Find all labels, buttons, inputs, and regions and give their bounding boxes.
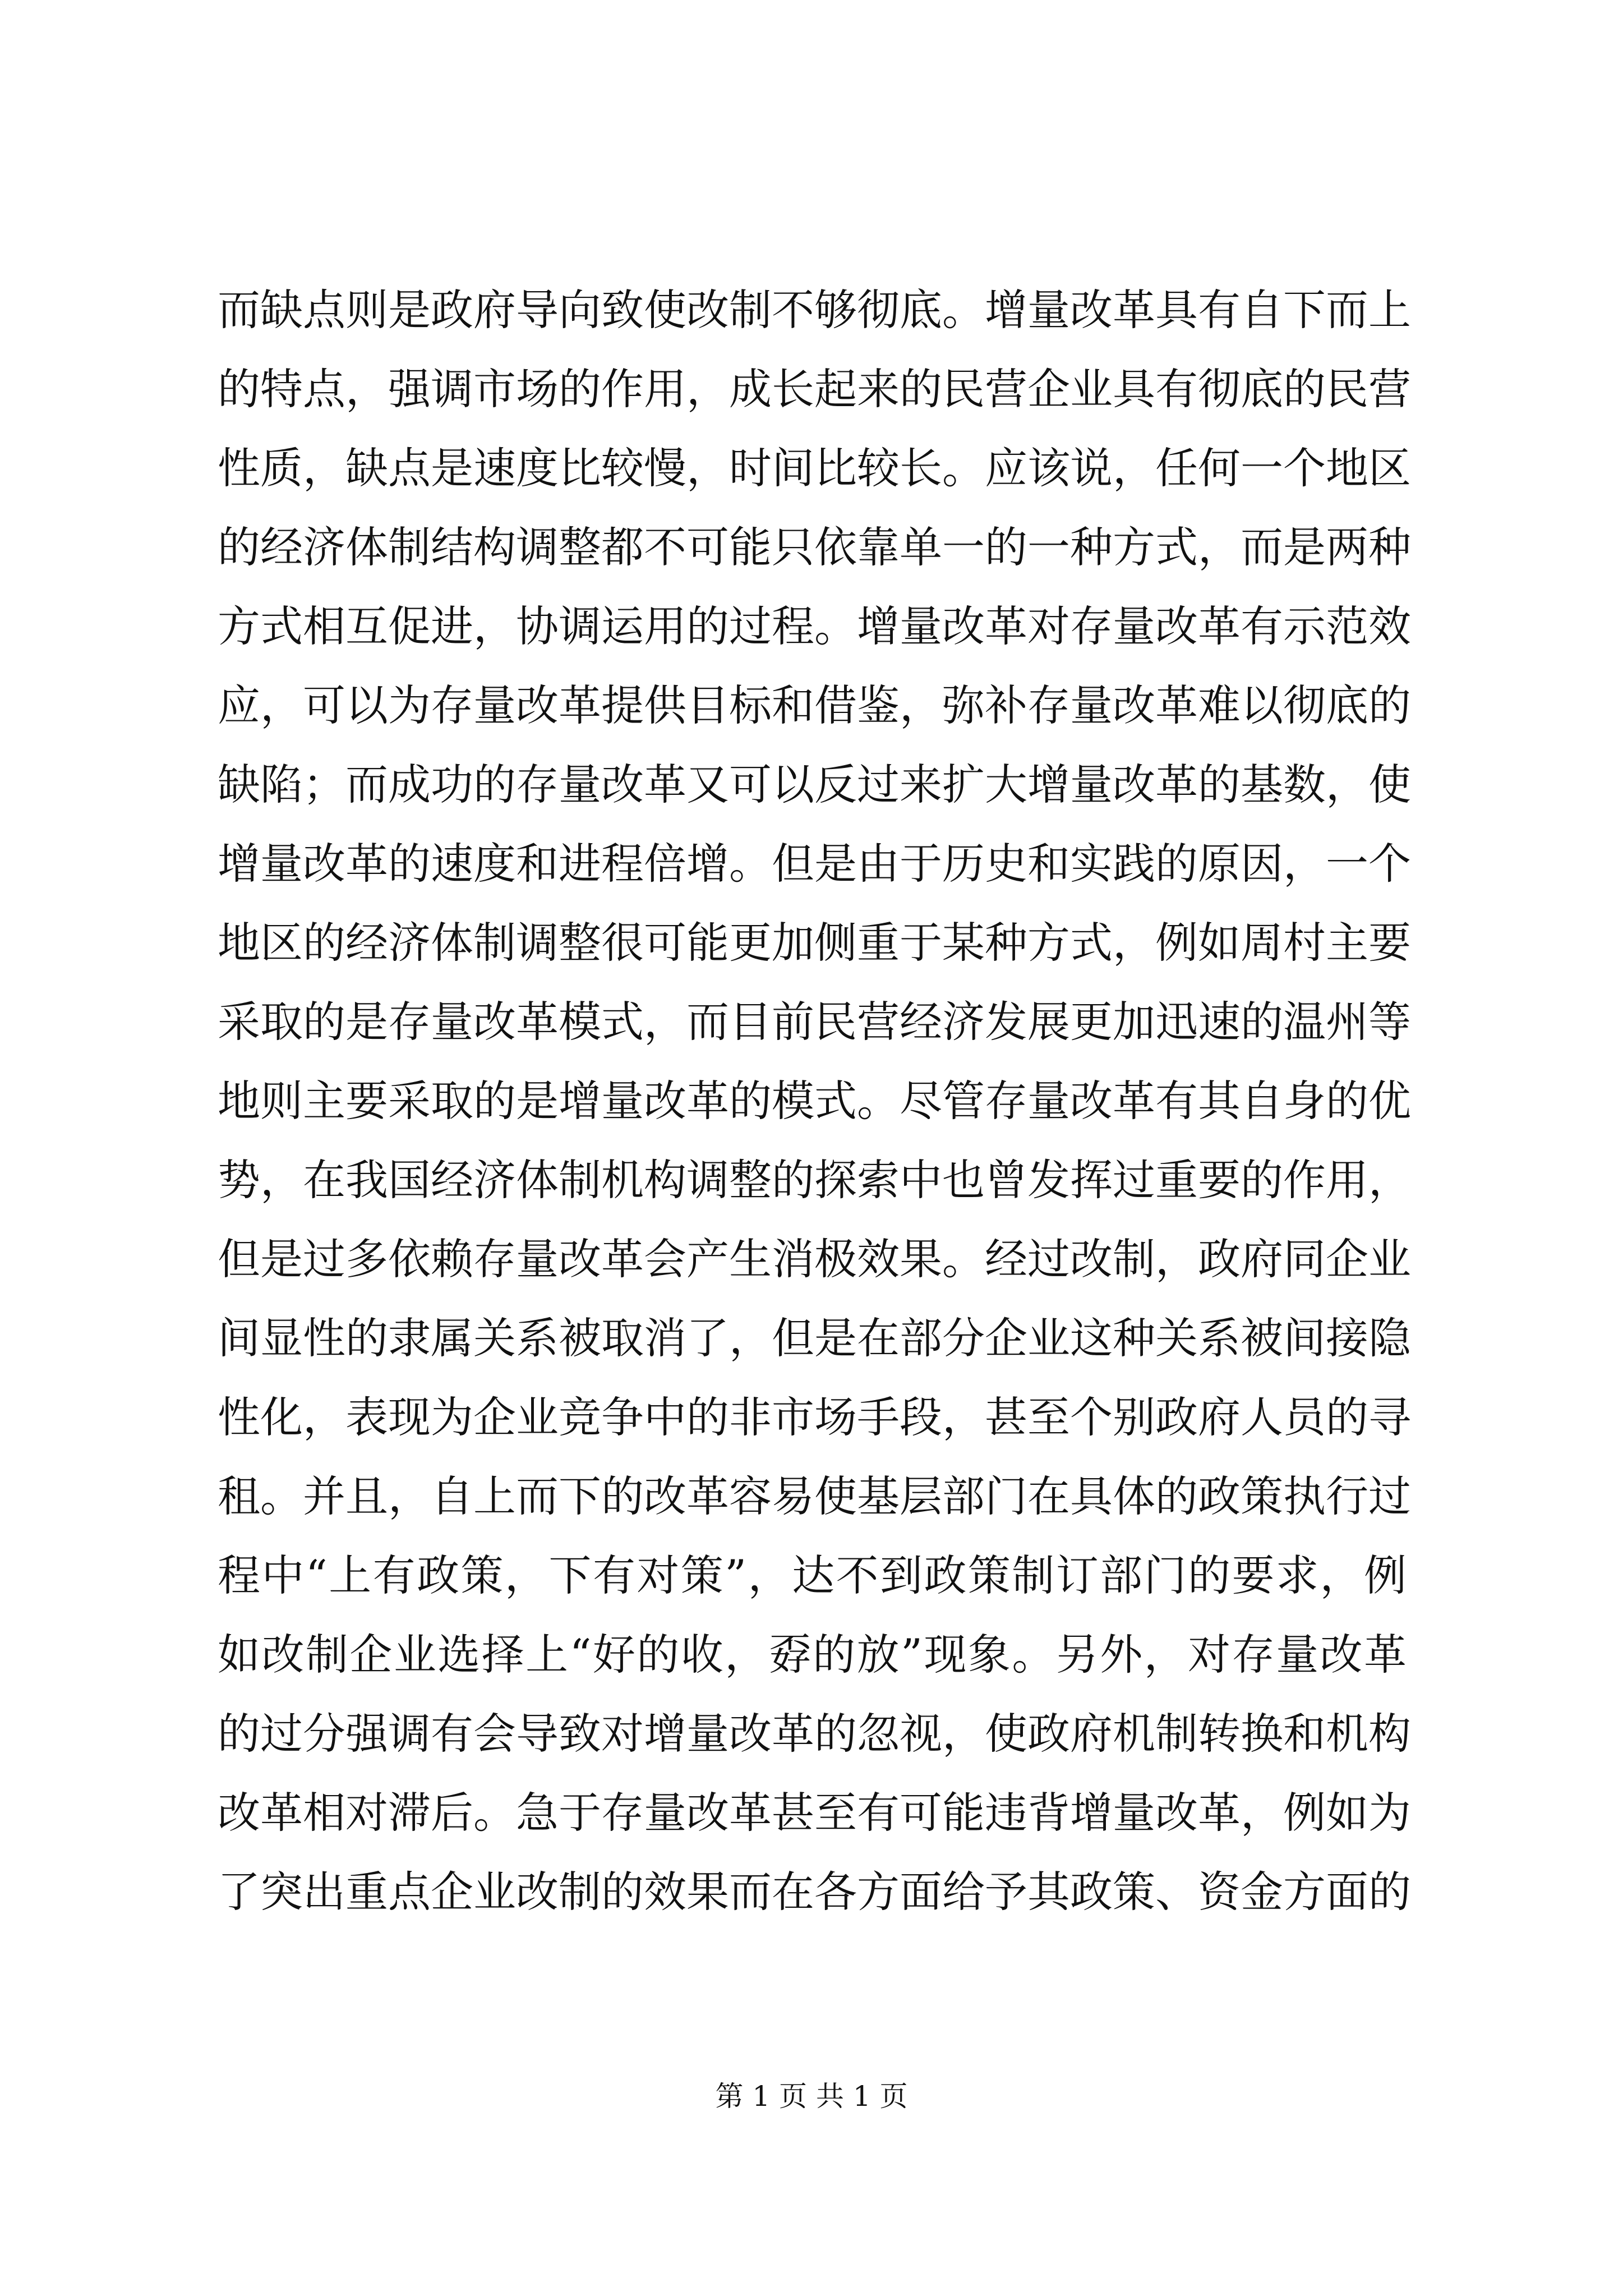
text-line: 缺陷；而成功的存量改革又可以反过来扩大增量改革的基数，使 xyxy=(218,760,1411,809)
text-line: 性化，表现为企业竞争中的非市场手段，甚至个别政府人员的寻 xyxy=(218,1392,1411,1442)
page-footer: 第 1 页 共 1 页 xyxy=(715,2080,908,2113)
text-line: 性质，缺点是速度比较慢，时间比较长。应该说，任何一个地区 xyxy=(218,443,1411,493)
text-line: 地则主要采取的是增量改革的模式。尽管存量改革有其自身的优 xyxy=(218,1076,1411,1126)
text-line: 的过分强调有会导致对增量改革的忽视，使政府机制转换和机构 xyxy=(218,1709,1411,1759)
text-line: 采取的是存量改革模式，而目前民营经济发展更加迅速的温州等 xyxy=(218,997,1411,1047)
text-line: 的经济体制结构调整都不可能只依靠单一的一种方式，而是两种 xyxy=(218,522,1411,572)
text-line: 租。并且，自上而下的改革容易使基层部门在具体的政策执行过 xyxy=(218,1471,1411,1521)
text-line: 增量改革的速度和进程倍增。但是由于历史和实践的原因，一个 xyxy=(218,839,1411,889)
text-line: 间显性的隶属关系被取消了，但是在部分企业这种关系被间接隐 xyxy=(218,1313,1411,1363)
text-line: 如改制企业选择上“好的收，孬的放”现象。另外，对存量改革 xyxy=(218,1630,1407,1680)
text-line: 方式相互促进，协调运用的过程。增量改革对存量改革有示范效 xyxy=(218,601,1411,651)
text-line: 势，在我国经济体制机构调整的探索中也曾发挥过重要的作用， xyxy=(218,1155,1411,1205)
text-line: 应，可以为存量改革提供目标和借鉴，弥补存量改革难以彻底的 xyxy=(218,680,1411,730)
text-line: 地区的经济体制调整很可能更加侧重于某种方式，例如周村主要 xyxy=(218,918,1411,968)
text-line: 而缺点则是政府导向致使改制不够彻底。增量改革具有自下而上 xyxy=(218,285,1411,335)
text-line: 程中“上有政策，下有对策”，达不到政策制订部门的要求，例 xyxy=(218,1550,1407,1600)
text-line: 的特点，强调市场的作用，成长起来的民营企业具有彻底的民营 xyxy=(218,364,1411,414)
text-line: 改革相对滞后。急于存量改革甚至有可能违背增量改革，例如为 xyxy=(218,1788,1411,1838)
body-text xyxy=(218,270,1411,1931)
text-line: 但是过多依赖存量改革会产生消极效果。经过改制，政府同企业 xyxy=(218,1234,1411,1284)
text-line: 了突出重点企业改制的效果而在各方面给予其政策、资金方面的 xyxy=(218,1867,1411,1917)
